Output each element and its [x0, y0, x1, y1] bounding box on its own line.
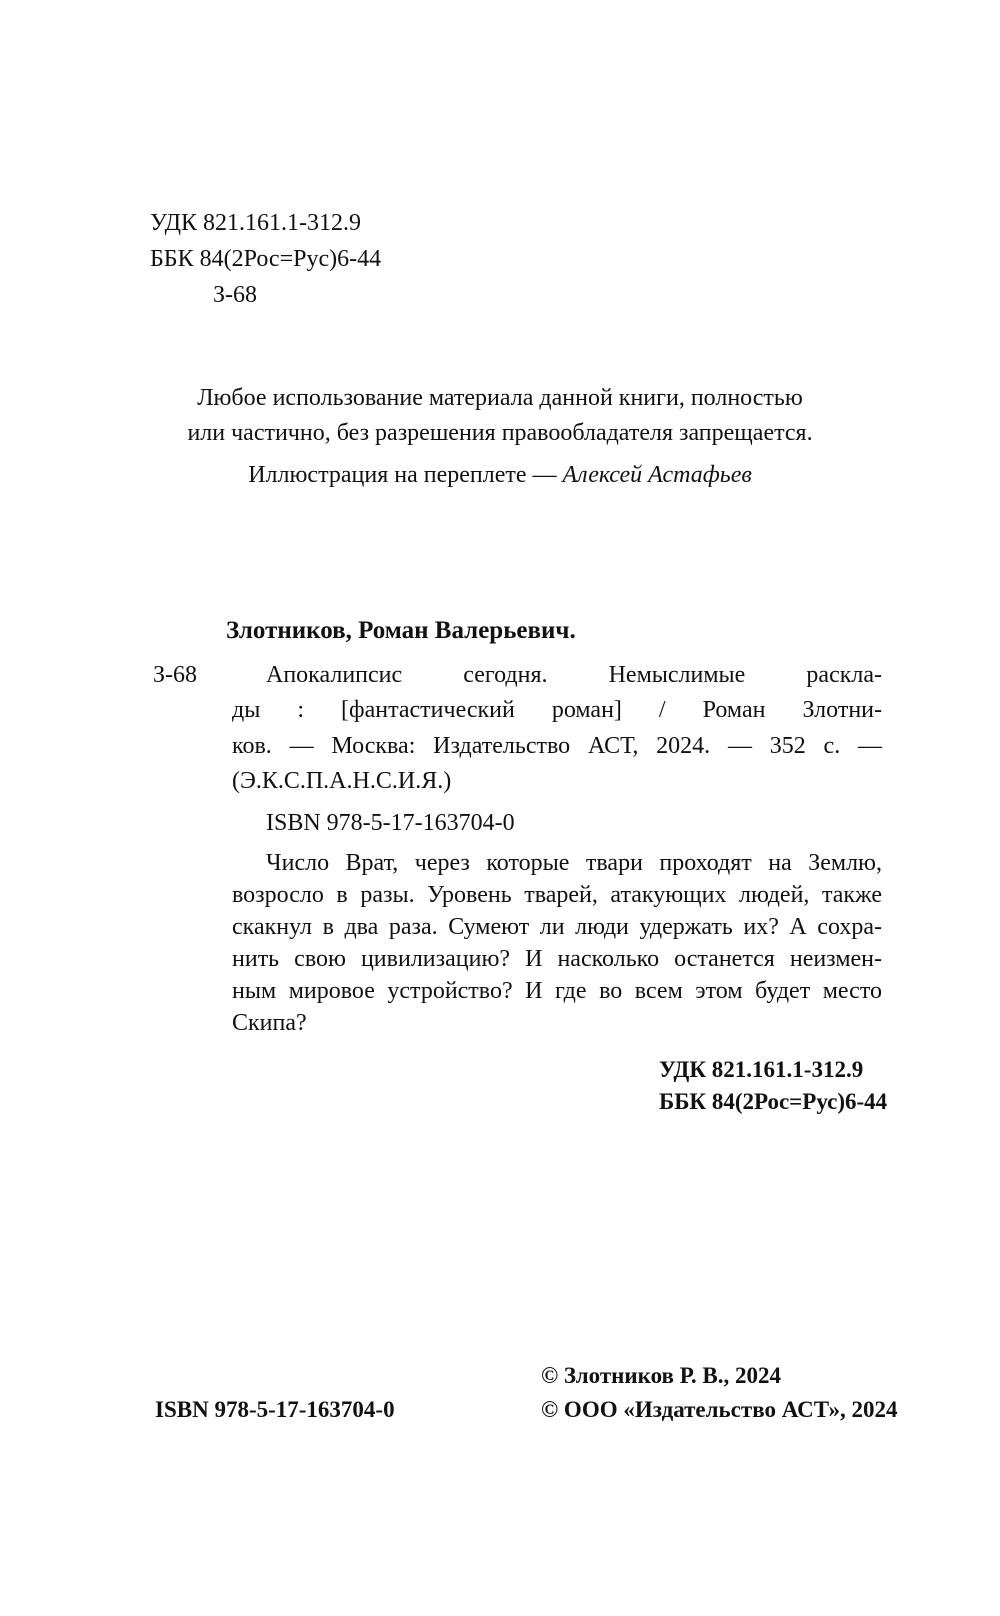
bib-line: Апокалипсис сегодня. Немыслимые расклa-	[266, 662, 882, 688]
author-code: З-68	[213, 282, 258, 308]
annotation-line: ным мировое устройство? И где во всем этом будет место	[232, 978, 882, 1004]
copyright-publisher: © ООО «Издательство АСТ», 2024	[541, 1397, 898, 1422]
card-bbk: ББК 84(2Рос=Рус)6-44	[659, 1089, 888, 1114]
annotation-line: Скипа?	[232, 1010, 307, 1036]
card-isbn: ISBN 978-5-17-163704-0	[266, 810, 515, 836]
udk-code: УДК 821.161.1-312.9	[150, 210, 361, 236]
card-udk: УДК 821.161.1-312.9	[659, 1057, 864, 1082]
annotation-line: скакнул в два раза. Сумеют ли люди удержать их? А сохра-	[232, 914, 882, 940]
bbk-code: ББК 84(2Рос=Рус)6-44	[150, 246, 382, 272]
notice-line-1: Любое использование материала данной книги, полностью	[197, 385, 803, 411]
bib-line: ков. — Москва: Издательство АСТ, 2024. — 352 с. —	[232, 733, 882, 759]
annotation-line: нить свою цивилизацию? И насколько останется неизмен-	[232, 946, 882, 972]
card-author: Злотников, Роман Валерьевич.	[226, 617, 576, 644]
illustration-prefix: Иллюстрация на переплете —	[248, 462, 563, 488]
bib-line: (Э.К.С.П.А.Н.С.И.Я.)	[232, 768, 452, 794]
notice-line-2: или частично, без разрешения правообладателя запрещается.	[187, 420, 813, 446]
card-author-code: З-68	[153, 662, 198, 688]
footer-isbn: ISBN 978-5-17-163704-0	[155, 1397, 395, 1422]
annotation-line: возросло в разы. Уровень тварей, атакующих людей, также	[232, 882, 882, 908]
annotation-line: Число Врат, через которые твари проходят на Землю,	[266, 850, 882, 876]
illustration-credit	[0, 460, 1000, 490]
illustrator-name: Алексей Астафьев	[562, 462, 752, 488]
copyright-author: © Злотников Р. В., 2024	[541, 1363, 781, 1388]
bib-line: ды : [фантастический роман] / Роман Злотни-	[232, 697, 882, 723]
